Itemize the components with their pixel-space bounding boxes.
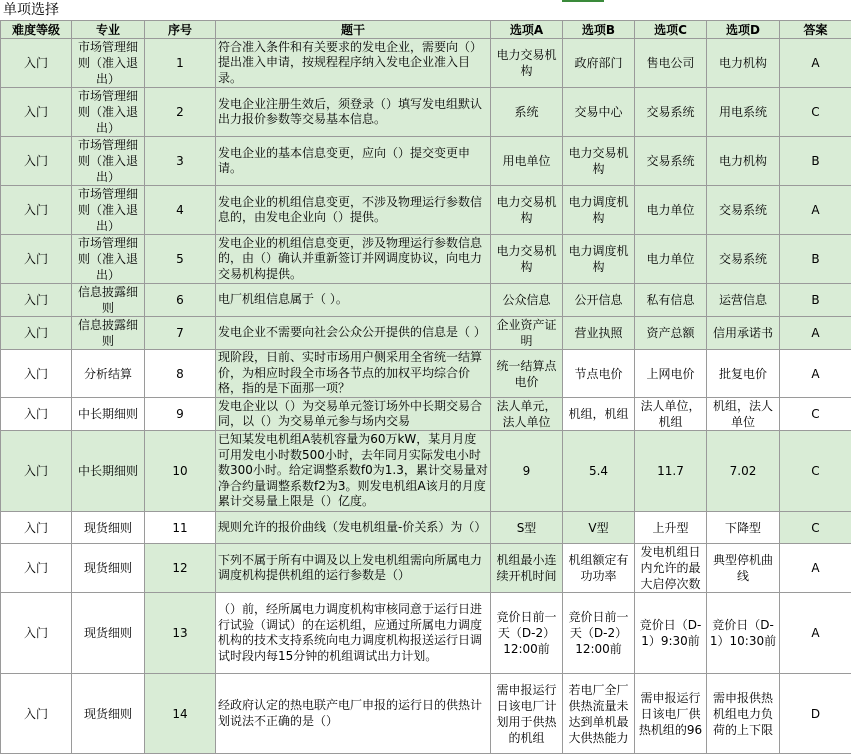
cell-major[interactable]: 信息披露细则	[72, 284, 145, 317]
table-row	[1, 593, 851, 674]
cell-seq[interactable]: 10	[145, 431, 216, 512]
cell-a[interactable]: 统一结算点电价	[491, 350, 563, 398]
table-row	[1, 235, 851, 284]
cell-level[interactable]: 入门	[1, 137, 72, 186]
cell-c[interactable]: 私有信息	[635, 284, 707, 317]
cell-c[interactable]: 需申报运行日该电厂供热机组的96	[635, 674, 707, 754]
cell-d[interactable]: 交易系统	[707, 186, 780, 235]
sheet-title-text: 单项选择	[3, 2, 59, 18]
table-row	[1, 350, 851, 398]
cell-c[interactable]: 电力单位	[635, 235, 707, 284]
cell-major[interactable]: 市场管理细则（准入退出）	[72, 88, 145, 137]
cell-b[interactable]: 机组额定有功功率	[563, 544, 635, 593]
cell-answer[interactable]: B	[780, 235, 851, 284]
cell-major[interactable]: 现货细则	[72, 544, 145, 593]
col-header-answer[interactable]: 答案	[780, 21, 851, 39]
cell-b[interactable]: 电力调度机构	[563, 235, 635, 284]
cell-major[interactable]: 中长期细则	[72, 431, 145, 512]
cell-c[interactable]: 交易系统	[635, 88, 707, 137]
cell-major[interactable]: 分析结算	[72, 350, 145, 398]
cell-stem[interactable]: 现阶段，日前、实时市场用户侧采用全省统一结算价，为相应时段全市场各节点的加权平均综合价格，指的是下面那一项？	[216, 350, 491, 398]
header-row	[1, 21, 851, 39]
cell-a[interactable]: 电力交易机构	[491, 39, 563, 88]
cell-answer[interactable]: A	[780, 317, 851, 350]
cell-seq[interactable]: 14	[145, 674, 216, 754]
cell-a[interactable]: 系统	[491, 88, 563, 137]
table-row	[1, 137, 851, 186]
cell-answer[interactable]: A	[780, 39, 851, 88]
cell-level[interactable]: 入门	[1, 39, 72, 88]
cell-d[interactable]: 7.02	[707, 431, 780, 512]
active-cell-marker	[562, 0, 604, 2]
cell-level[interactable]: 入门	[1, 674, 72, 754]
cell-c[interactable]: 竞价日（D-1）9:30前	[635, 593, 707, 674]
cell-c[interactable]: 电力单位	[635, 186, 707, 235]
cell-d[interactable]: 机组，法人单位	[707, 398, 780, 431]
cell-answer[interactable]: A	[780, 186, 851, 235]
cell-a[interactable]: 用电单位	[491, 137, 563, 186]
cell-level[interactable]: 入门	[1, 317, 72, 350]
cell-answer[interactable]: B	[780, 137, 851, 186]
cell-c[interactable]: 上升型	[635, 512, 707, 544]
cell-b[interactable]: 交易中心	[563, 88, 635, 137]
col-header-c[interactable]: 选项C	[635, 21, 707, 39]
cell-seq[interactable]: 7	[145, 317, 216, 350]
cell-a[interactable]: 公众信息	[491, 284, 563, 317]
cell-d[interactable]: 用电系统	[707, 88, 780, 137]
col-header-a[interactable]: 选项A	[491, 21, 563, 39]
cell-level[interactable]: 入门	[1, 284, 72, 317]
cell-a[interactable]: 需申报运行日该电厂计划用于供热的机组	[491, 674, 563, 754]
cell-b[interactable]: 营业执照	[563, 317, 635, 350]
cell-level[interactable]: 入门	[1, 544, 72, 593]
cell-d[interactable]: 典型停机曲线	[707, 544, 780, 593]
cell-level[interactable]: 入门	[1, 512, 72, 544]
cell-d[interactable]: 交易系统	[707, 235, 780, 284]
cell-a[interactable]: 电力交易机构	[491, 235, 563, 284]
cell-b[interactable]: 5.4	[563, 431, 635, 512]
cell-major[interactable]: 市场管理细则（准入退出）	[72, 39, 145, 88]
cell-b[interactable]: 机组，机组	[563, 398, 635, 431]
cell-level[interactable]: 入门	[1, 186, 72, 235]
cell-c[interactable]: 资产总额	[635, 317, 707, 350]
cell-c[interactable]: 11.7	[635, 431, 707, 512]
cell-b[interactable]: 若电厂全厂供热流量未达到单机最大供热能力	[563, 674, 635, 754]
cell-level[interactable]: 入门	[1, 398, 72, 431]
cell-d[interactable]: 电力机构	[707, 137, 780, 186]
cell-level[interactable]: 入门	[1, 235, 72, 284]
cell-answer[interactable]: A	[780, 593, 851, 674]
cell-stem[interactable]: 已知某发电机组A装机容量为60万kW，某月月度可用发电小时数500小时，去年同月实际发电小时数300小时。给定调整系数f0为1.3，累计交易量对净合约量调整系数f2为3。则发电机组A该月的月度累计交易量上限是（）亿度。	[216, 431, 491, 512]
cell-stem[interactable]: 发电企业注册生效后，须登录（）填写发电组默认出力报价参数等交易基本信息。	[216, 88, 491, 137]
cell-d[interactable]: 批复电价	[707, 350, 780, 398]
question-table	[0, 20, 851, 754]
cell-d[interactable]: 需申报供热机组电力负荷的上下限	[707, 674, 780, 754]
cell-stem[interactable]: 下列不属于所有中调及以上发电机组需向所属电力调度机构提供机组的运行参数是（）	[216, 544, 491, 593]
table-row	[1, 431, 851, 512]
cell-a[interactable]: S型	[491, 512, 563, 544]
cell-answer[interactable]: C	[780, 512, 851, 544]
col-header-stem[interactable]: 题干	[216, 21, 491, 39]
cell-a[interactable]: 电力交易机构	[491, 186, 563, 235]
cell-seq[interactable]: 5	[145, 235, 216, 284]
cell-stem[interactable]: 发电企业不需要向社会公众公开提供的信息是（ ）	[216, 317, 491, 350]
cell-d[interactable]: 运营信息	[707, 284, 780, 317]
col-header-major[interactable]: 专业	[72, 21, 145, 39]
cell-stem[interactable]: 经政府认定的热电联产电厂申报的运行日的供热计划说法不正确的是（）	[216, 674, 491, 754]
table-row	[1, 317, 851, 350]
cell-answer[interactable]: D	[780, 674, 851, 754]
cell-b[interactable]: V型	[563, 512, 635, 544]
cell-major[interactable]: 现货细则	[72, 593, 145, 674]
cell-stem[interactable]: 规则允许的报价曲线（发电机组量-价关系）为（）	[216, 512, 491, 544]
cell-b[interactable]: 公开信息	[563, 284, 635, 317]
cell-answer[interactable]: A	[780, 544, 851, 593]
cell-c[interactable]: 售电公司	[635, 39, 707, 88]
cell-major[interactable]: 信息披露细则	[72, 317, 145, 350]
table-row	[1, 186, 851, 235]
table-row	[1, 88, 851, 137]
cell-stem[interactable]: 发电企业以（）为交易单元签订场外中长期交易合同，以（）为交易单元参与场内交易	[216, 398, 491, 431]
cell-answer[interactable]: C	[780, 431, 851, 512]
col-header-level[interactable]: 难度等级	[1, 21, 72, 39]
col-header-b[interactable]: 选项B	[563, 21, 635, 39]
cell-b[interactable]: 政府部门	[563, 39, 635, 88]
cell-major[interactable]: 市场管理细则（准入退出）	[72, 137, 145, 186]
cell-a[interactable]: 机组最小连续开机时间	[491, 544, 563, 593]
sheet-title	[0, 0, 851, 20]
cell-c[interactable]: 交易系统	[635, 137, 707, 186]
cell-d[interactable]: 信用承诺书	[707, 317, 780, 350]
table-row	[1, 39, 851, 88]
cell-level[interactable]: 入门	[1, 431, 72, 512]
cell-stem[interactable]: 发电企业的基本信息变更，应向（）提交变更申请。	[216, 137, 491, 186]
col-header-d[interactable]: 选项D	[707, 21, 780, 39]
cell-major[interactable]: 现货细则	[72, 674, 145, 754]
cell-b[interactable]: 竞价日前一天（D-2）12:00前	[563, 593, 635, 674]
cell-stem[interactable]: 符合准入条件和有关要求的发电企业，需要向（）提出准入申请，按规程程序纳入发电企业准入目录。	[216, 39, 491, 88]
cell-answer[interactable]: B	[780, 284, 851, 317]
cell-b[interactable]: 电力交易机构	[563, 137, 635, 186]
cell-b[interactable]: 电力调度机构	[563, 186, 635, 235]
cell-seq[interactable]: 1	[145, 39, 216, 88]
cell-seq[interactable]: 4	[145, 186, 216, 235]
table-row	[1, 512, 851, 544]
cell-level[interactable]: 入门	[1, 593, 72, 674]
cell-b[interactable]: 节点电价	[563, 350, 635, 398]
cell-major[interactable]: 现货细则	[72, 512, 145, 544]
cell-c[interactable]: 法人单位，机组	[635, 398, 707, 431]
cell-d[interactable]: 下降型	[707, 512, 780, 544]
cell-d[interactable]: 电力机构	[707, 39, 780, 88]
cell-major[interactable]: 中长期细则	[72, 398, 145, 431]
cell-seq[interactable]: 6	[145, 284, 216, 317]
table-row	[1, 398, 851, 431]
cell-answer[interactable]: A	[780, 350, 851, 398]
cell-a[interactable]: 企业资产证明	[491, 317, 563, 350]
cell-c[interactable]: 发电机组日内允许的最大启停次数	[635, 544, 707, 593]
cell-major[interactable]: 市场管理细则（准入退出）	[72, 186, 145, 235]
cell-c[interactable]: 上网电价	[635, 350, 707, 398]
cell-seq[interactable]: 3	[145, 137, 216, 186]
cell-level[interactable]: 入门	[1, 88, 72, 137]
col-header-seq[interactable]: 序号	[145, 21, 216, 39]
cell-stem[interactable]: 发电企业的机组信息变更，涉及物理运行参数信息的，由（）确认并重新签订并网调度协议，向电力交易机构提供。	[216, 235, 491, 284]
cell-seq[interactable]: 9	[145, 398, 216, 431]
cell-answer[interactable]: C	[780, 88, 851, 137]
cell-major[interactable]: 市场管理细则（准入退出）	[72, 235, 145, 284]
cell-seq[interactable]: 2	[145, 88, 216, 137]
cell-seq[interactable]: 8	[145, 350, 216, 398]
cell-answer[interactable]: C	[780, 398, 851, 431]
cell-seq[interactable]: 13	[145, 593, 216, 674]
cell-stem[interactable]: 发电企业的机组信息变更，不涉及物理运行参数信息的，由发电企业向（）提供。	[216, 186, 491, 235]
table-row	[1, 544, 851, 593]
cell-stem[interactable]: 电厂机组信息属于（ ）。	[216, 284, 491, 317]
table-row	[1, 284, 851, 317]
cell-level[interactable]: 入门	[1, 350, 72, 398]
cell-stem[interactable]: （）前，经所属电力调度机构审核同意于运行日进行试验（调试）的在运机组，应通过所属电力调度机构的技术支持系统向电力调度机构报送运行日调试时段内每15分钟的机组调试出力计划。	[216, 593, 491, 674]
cell-a[interactable]: 法人单元，法人单位	[491, 398, 563, 431]
cell-seq[interactable]: 12	[145, 544, 216, 593]
cell-d[interactable]: 竞价日（D-1）10:30前	[707, 593, 780, 674]
cell-a[interactable]: 竞价日前一天（D-2）12:00前	[491, 593, 563, 674]
cell-a[interactable]: 9	[491, 431, 563, 512]
table-row	[1, 674, 851, 754]
cell-seq[interactable]: 11	[145, 512, 216, 544]
